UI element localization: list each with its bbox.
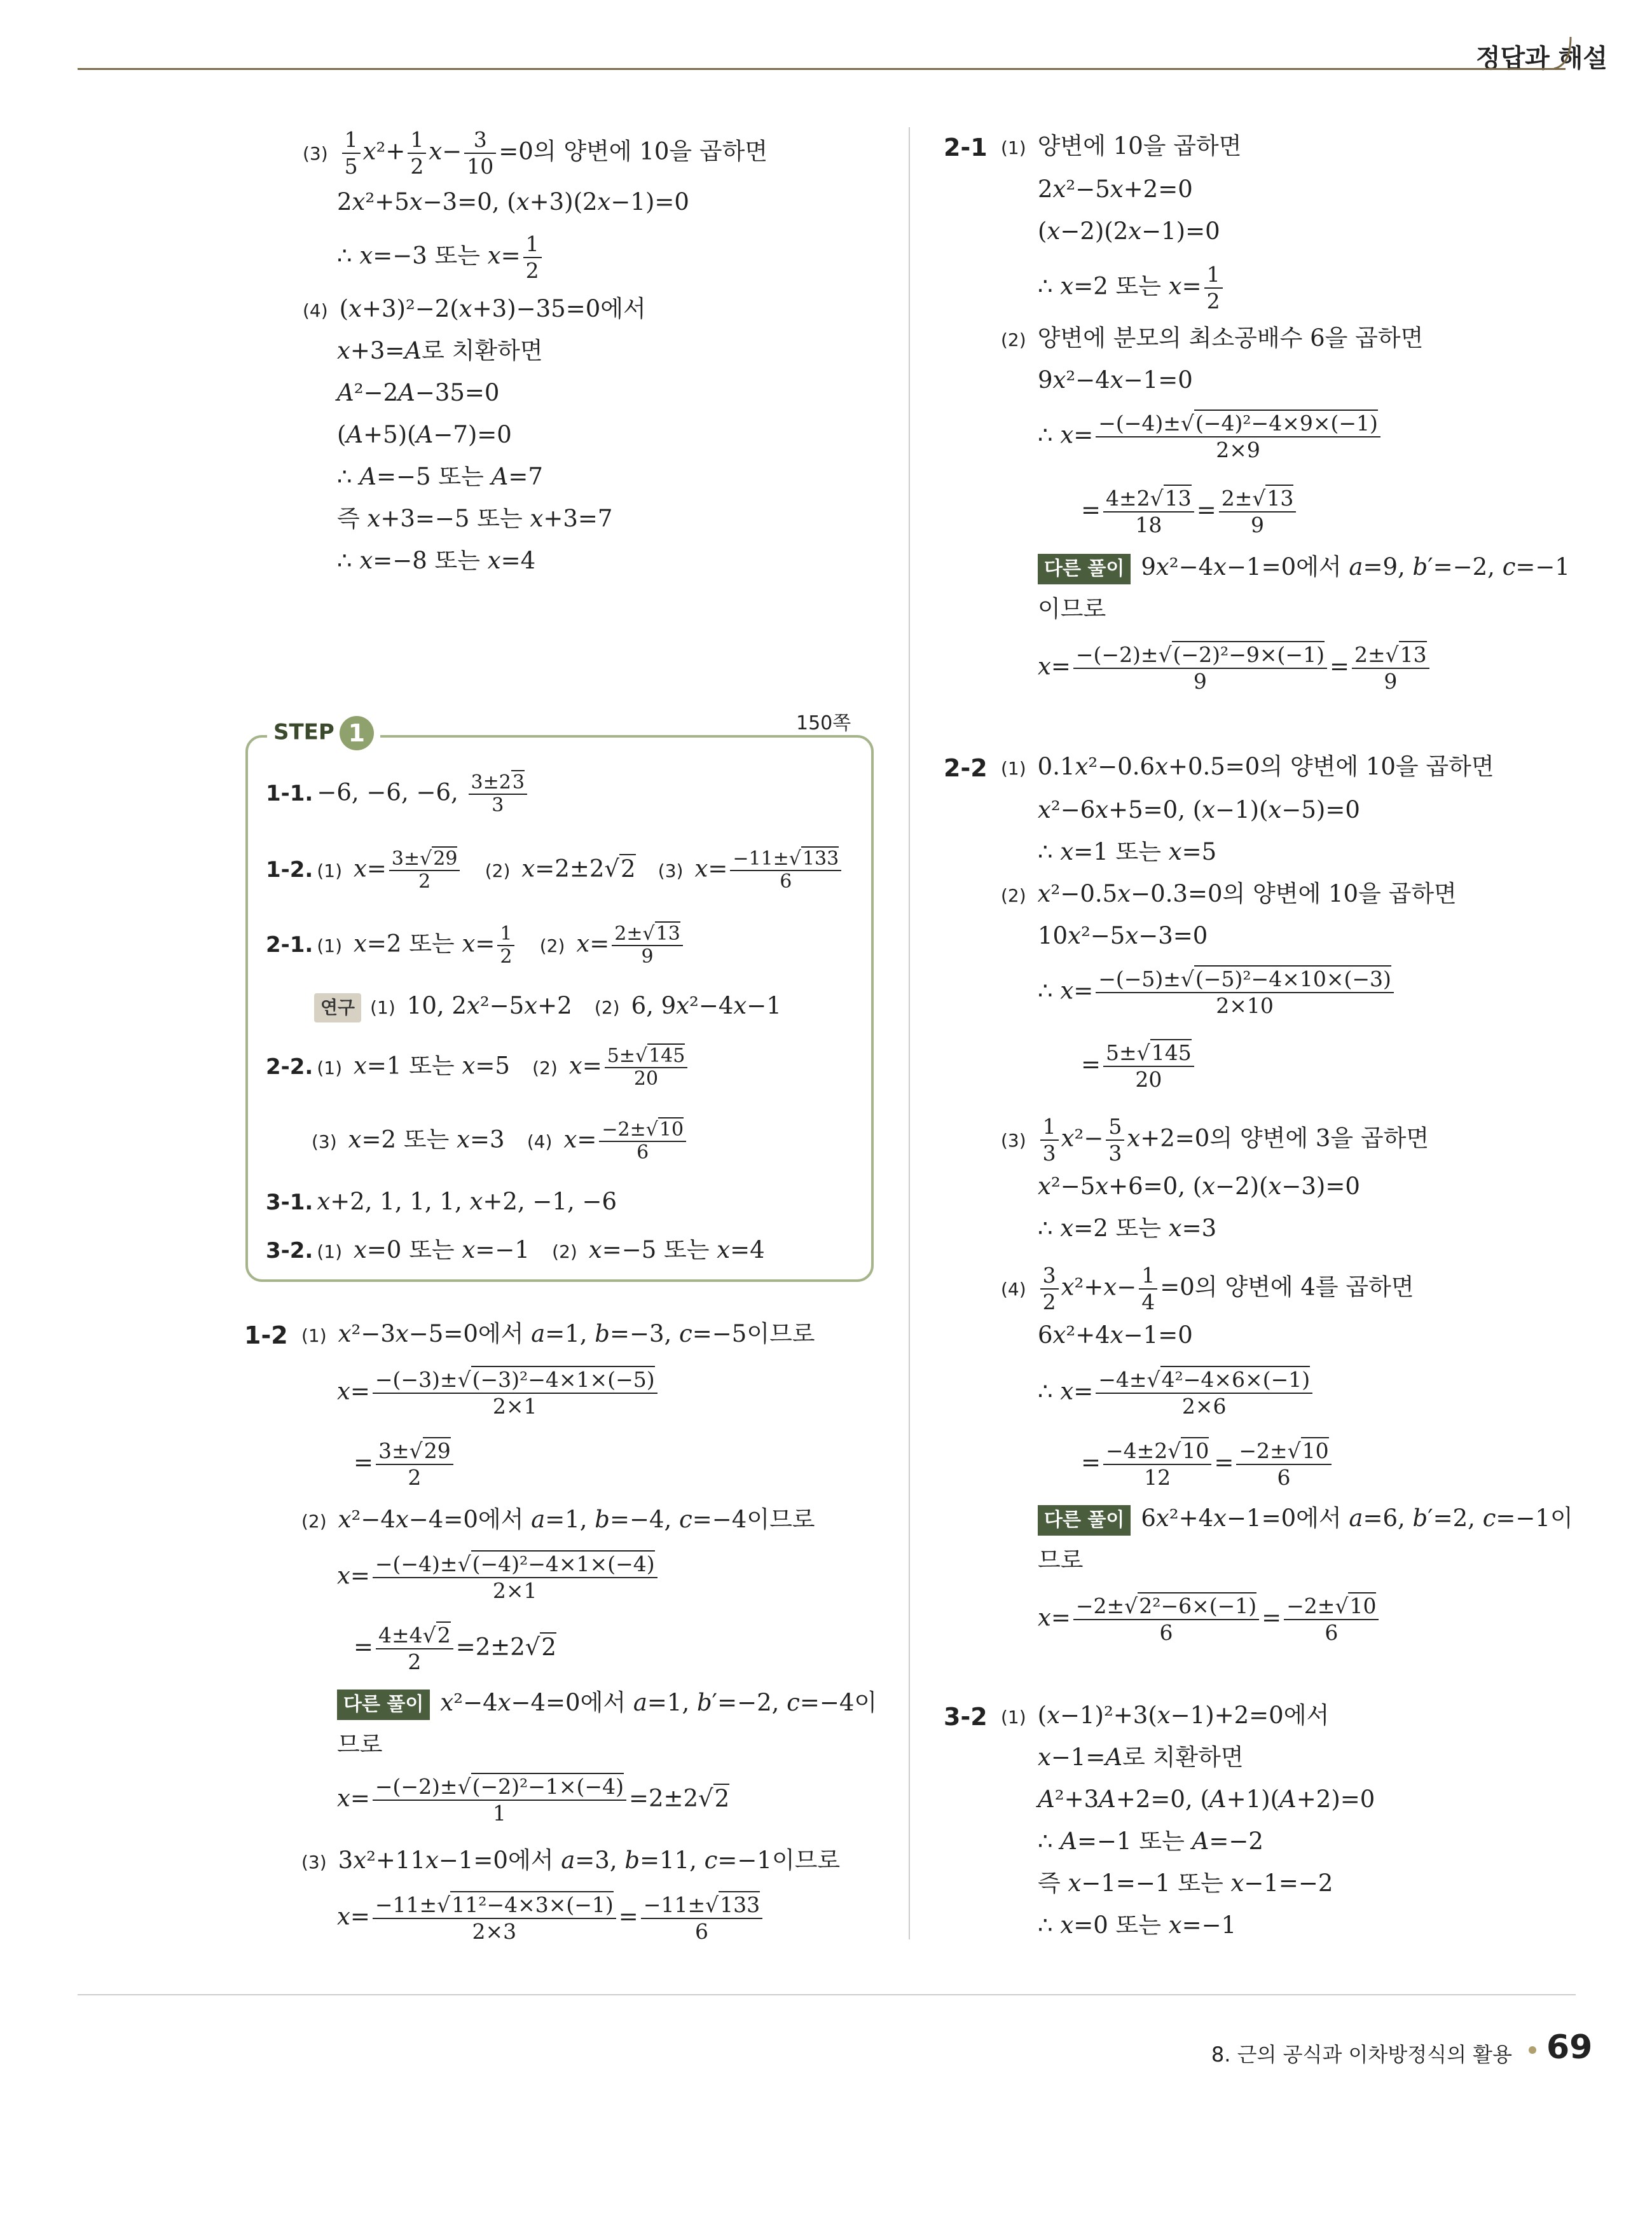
math-line: (A+5)(A−7)=0	[337, 421, 512, 448]
alt-solution-badge: 다른 풀이	[1038, 1505, 1131, 1536]
math-line: x= $\frac{\text{−(−2)±√(−2)²−1×(−4)}}{1}$ =2±2√2	[337, 1774, 730, 1826]
math-line: ∴ x=2 또는 x= $\frac{1}{2}$	[1038, 262, 1225, 314]
problem-label: 2-1	[944, 134, 988, 162]
math-line: (3) $\frac{1}{3}$ x²− $\frac{5}{3}$ x+2=0의 양변에 3을 곱하면	[1001, 1114, 1429, 1166]
math-line: A²+3A+2=0, (A+1)(A+2)=0	[1038, 1786, 1375, 1813]
math-line: x²−6x+5=0, (x−1)(x−5)=0	[1038, 796, 1360, 823]
math-line: 6x²+4x−1=0	[1038, 1321, 1193, 1349]
math-line: x−1=A로 치환하면	[1038, 1744, 1244, 1771]
math-line: 다른 풀이 x²−4x−4=0에서 a=1, b′=−2, c=−4이	[337, 1689, 877, 1720]
step-number: 1	[340, 716, 374, 750]
math-line: ∴ A=−1 또는 A=−2	[1038, 1827, 1263, 1855]
math-line: (2) 양변에 분모의 최소공배수 6을 곱하면	[1001, 324, 1424, 352]
math-line: = $\frac{4\pm 2√13}{18}$ = $\frac{2\pm√13}{9}$	[1081, 486, 1298, 538]
header-title: 정답과 해설	[1475, 44, 1607, 73]
math-line: 즉 x+3=−5 또는 x+3=7	[337, 505, 613, 532]
alt-solution-badge: 다른 풀이	[1038, 554, 1131, 584]
math-line: 다른 풀이 9x²−4x−1=0에서 a=9, b′=−2, c=−1	[1038, 553, 1570, 584]
page-number: 69	[1546, 2028, 1593, 2067]
math-line: x= $\frac{\text{−(−2)±√(−2)²−9×(−1)}}{9}$ = $\frac{2\pm√13}{9}$	[1038, 642, 1432, 694]
math-line: (4) $\frac{3}{2}$ x²+x− $\frac{1}{4}$ =0의 양변에 4를 곱하면	[1001, 1263, 1414, 1314]
math-line: x+3=A로 치환하면	[337, 337, 543, 364]
problem-label: 2-2	[944, 754, 988, 782]
math-line: ∴ x=0 또는 x=−1	[1038, 1911, 1237, 1939]
answer-row: (3) x=2 또는 x=3 (4) x= $\frac{-2\pm√10}{6}$	[312, 1119, 689, 1164]
answer-row: 2-1. (1) x=2 또는 x= $\frac{1}{2}$ (2) x= $\frac{2\pm√13}{9}$	[266, 923, 685, 968]
math-line: 므로	[1038, 1546, 1084, 1574]
problem-label: 3-2	[944, 1703, 988, 1731]
math-line: x= $\frac{\text{−11±√11²−4×3×(−1)}}{2\times 3}$ = $\frac{-11\pm√133}{6}$	[337, 1892, 765, 1944]
math-line: ∴ x= $\frac{\text{−4±√4²−4×6×(−1)}}{2\times 6}$	[1038, 1367, 1315, 1419]
math-line: ∴ A=−5 또는 A=7	[337, 463, 543, 490]
answer-row: 연구 (1) 10, 2x²−5x+2 (2) 6, 9x²−4x−1	[314, 992, 781, 1022]
math-line: (1) x²−3x−5=0에서 a=1, b=−3, c=−5이므로	[301, 1320, 815, 1347]
footer-dot-icon	[1529, 2046, 1536, 2054]
answer-row: 2-2. (1) x=1 또는 x=5 (2) x= $\frac{5\pm√145}{20}$	[266, 1045, 690, 1090]
footer-rule	[78, 1994, 1576, 1995]
math-line: x= $\frac{\text{−(−3)±√(−3)²−4×1×(−5)}}{2\times 1}$	[337, 1367, 660, 1419]
math-line: = $\frac{5\pm√145}{20}$	[1081, 1040, 1197, 1092]
math-line: = $\frac{3\pm√29}{2}$	[354, 1438, 456, 1490]
step-page-note: 150쪽	[796, 712, 851, 734]
math-line: (x−2)(2x−1)=0	[1038, 217, 1220, 245]
footer-chapter: 8. 근의 공식과 이차방정식의 활용	[1211, 2042, 1512, 2067]
math-line: ∴ x=2 또는 x=3	[1038, 1215, 1217, 1242]
answer-row: 3-2. (1) x=0 또는 x=−1 (2) x=−5 또는 x=4	[266, 1236, 765, 1263]
math-line: (1) 0.1x²−0.6x+0.5=0의 양변에 10을 곱하면	[1001, 753, 1494, 780]
math-line: 므로	[337, 1731, 383, 1758]
math-line: 9x²−4x−1=0	[1038, 366, 1193, 394]
step-label: STEP 1	[267, 716, 380, 750]
math-line: x= $\frac{\text{−(−4)±√(−4)²−4×1×(−4)}}{2\times 1}$	[337, 1552, 660, 1604]
header-rule	[78, 68, 1566, 70]
math-line: ∴ x=1 또는 x=5	[1038, 838, 1217, 865]
math-line: 이므로	[1038, 595, 1106, 623]
math-line: x= $\frac{\text{−2±√2²−6×(−1)}}{6}$ = $\frac{-2\pm√10}{6}$	[1038, 1593, 1381, 1646]
math-line: = $\frac{4\pm 4√2}{2}$ =2±2√2	[354, 1623, 556, 1674]
header-curve-icon	[1552, 36, 1577, 71]
math-line: (2) x²−4x−4=0에서 a=1, b=−4, c=−4이므로	[301, 1506, 815, 1533]
math-line: ∴ x= $\frac{\text{−(−5)±√(−5)²−4×10×(−3)}}{2\times 10}$	[1038, 967, 1396, 1019]
answer-row: 3-1. x+2, 1, 1, 1, x+2, −1, −6	[266, 1188, 617, 1215]
column-divider	[909, 127, 910, 1939]
answer-row: 1-2. (1) x= $\frac{3\pm√29}{2}$ (2) x=2±2√2 (3) x= $\frac{-11\pm√133}{6}$	[266, 848, 844, 893]
math-line: ∴ x= $\frac{\text{−(−4)±√(−4)²−4×9×(−1)}}{2\times 9}$	[1038, 411, 1383, 463]
math-line: 10x²−5x−3=0	[1038, 922, 1208, 949]
math-line: 다른 풀이 6x²+4x−1=0에서 a=6, b′=2, c=−1이	[1038, 1504, 1573, 1536]
math-line: (1) (x−1)²+3(x−1)+2=0에서	[1001, 1702, 1330, 1729]
problem-label: 1-2	[244, 1321, 288, 1349]
math-line: (2) x²−0.5x−0.3=0의 양변에 10을 곱하면	[1001, 880, 1457, 907]
answer-row: 1-1. −6, −6, −6, $\frac{3\pm 23}{3}$	[266, 772, 530, 816]
research-badge: 연구	[314, 993, 361, 1022]
math-line: ∴ x=−8 또는 x=4	[337, 547, 536, 574]
math-line: x²−5x+6=0, (x−2)(x−3)=0	[1038, 1173, 1360, 1200]
alt-solution-badge: 다른 풀이	[337, 1690, 430, 1720]
math-line: ∴ x=−3 또는 x= $\frac{1}{2}$	[337, 231, 544, 284]
math-line: = $\frac{-4\pm 2√10}{12}$ = $\frac{-2\pm√10}{6}$	[1081, 1438, 1334, 1490]
math-line: 2x²+5x−3=0, (x+3)(2x−1)=0	[337, 188, 689, 216]
math-line: (3) 3x²+11x−1=0에서 a=3, b=11, c=−1이므로	[301, 1847, 841, 1874]
math-line: 즉 x−1=−1 또는 x−1=−2	[1038, 1869, 1333, 1897]
math-line: (1) 양변에 10을 곱하면	[1001, 132, 1242, 160]
math-line: 2x²−5x+2=0	[1038, 176, 1193, 203]
math-line: A²−2A−35=0	[337, 379, 500, 406]
math-line: (4) (x+3)²−2(x+3)−35=0에서	[303, 295, 646, 322]
math-line: (3) $\frac{1}{5}$ x²+ $\frac{1}{2}$ x− $\frac{3}{10}$ =0의 양변에 10을 곱하면	[303, 127, 768, 179]
